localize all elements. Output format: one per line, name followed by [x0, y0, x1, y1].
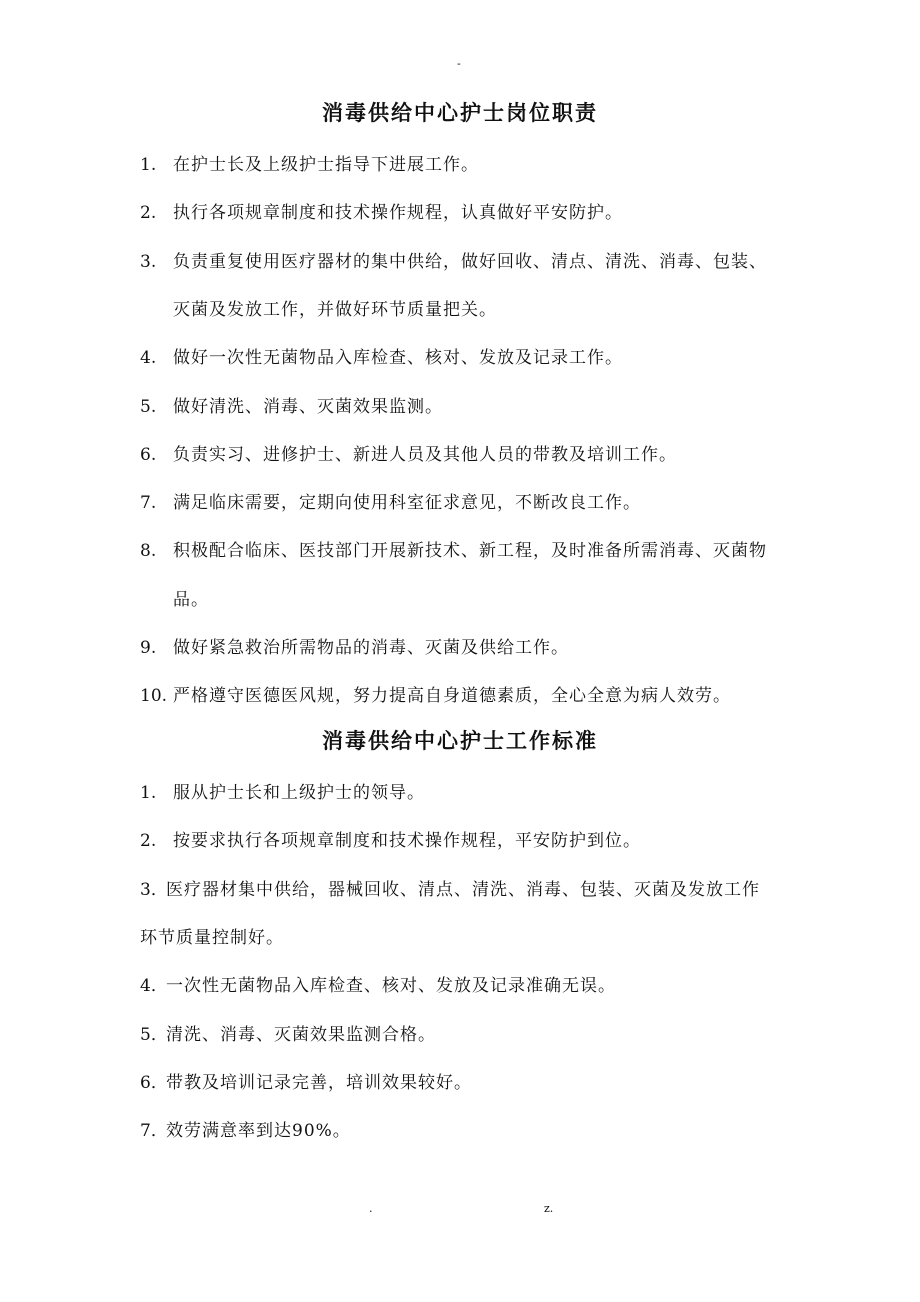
list-item-number: 6．: [140, 1072, 168, 1093]
section1-title: 消毒供给中心护士岗位职责: [322, 100, 598, 125]
list-item-continuation: 环节质量控制好。: [140, 927, 284, 948]
list-item-continuation: 品。: [173, 589, 209, 610]
list-item-number: 7.: [140, 493, 157, 514]
list-item-number: 3.: [140, 251, 157, 272]
list-item-number: 4.: [140, 348, 157, 369]
list-item-text: 执行各项规章制度和技术操作规程，认真做好平安防护。: [173, 203, 623, 224]
list-item-number: 5.: [140, 396, 157, 417]
list-item-text: 一次性无菌物品入库检查、核对、发放及记录准确无误。: [166, 976, 616, 997]
list-item-number: 1.: [140, 783, 157, 803]
footer-right-mark: z.: [544, 1202, 554, 1215]
list-item-text: 效劳满意率到达90%。: [166, 1121, 351, 1142]
list-item-text: 负责重复使用医疗器材的集中供给，做好回收、清点、清洗、消毒、包装、: [173, 251, 767, 272]
list-item-number: 2.: [140, 831, 157, 852]
list-item-text: 医疗器材集中供给，器械回收、清点、清洗、消毒、包装、灭菌及发放工作: [166, 879, 760, 900]
list-item-text: 严格遵守医德医风规，努力提高自身道德素质，全心全意为病人效劳。: [173, 686, 731, 707]
list-item-number: 6.: [140, 444, 157, 465]
list-item-number: 1.: [140, 155, 157, 175]
list-item-text: 做好紧急救治所需物品的消毒、灭菌及供给工作。: [173, 638, 569, 658]
list-item-text: 在护士长及上级护士指导下进展工作。: [173, 155, 479, 175]
list-item-number: 2.: [140, 203, 157, 224]
list-item-number: 10.: [140, 686, 168, 707]
list-item-text: 按要求执行各项规章制度和技术操作规程，平安防护到位。: [173, 831, 641, 852]
list-item-number: 5．: [140, 1024, 168, 1045]
list-item-text: 积极配合临床、医技部门开展新技术、新工程，及时准备所需消毒、灭菌物: [173, 541, 767, 562]
list-item-number: 9.: [140, 638, 157, 658]
list-item-number: 8.: [140, 541, 157, 562]
list-item-text: 服从护士长和上级护士的领导。: [173, 783, 425, 803]
list-item-number: 3．: [140, 879, 168, 900]
list-item-text: 清洗、消毒、灭菌效果监测合格。: [166, 1024, 436, 1045]
section2-title: 消毒供给中心护士工作标准: [322, 728, 598, 753]
footer-left-mark: .: [369, 1202, 373, 1215]
list-item-text: 负责实习、进修护士、新进人员及其他人员的带教及培训工作。: [173, 444, 677, 465]
list-item-text: 满足临床需要，定期向使用科室征求意见，不断改良工作。: [173, 493, 641, 514]
list-item-number: 4．: [140, 976, 168, 997]
list-item-text: 做好一次性无菌物品入库检查、核对、发放及记录工作。: [173, 348, 623, 369]
list-item-number: 7．: [140, 1121, 168, 1142]
list-item-text: 带教及培训记录完善，培训效果较好。: [166, 1072, 472, 1093]
header-mark: -: [457, 57, 461, 70]
list-item-continuation: 灭菌及发放工作，并做好环节质量把关。: [173, 299, 497, 320]
list-item-text: 做好清洗、消毒、灭菌效果监测。: [173, 396, 443, 417]
